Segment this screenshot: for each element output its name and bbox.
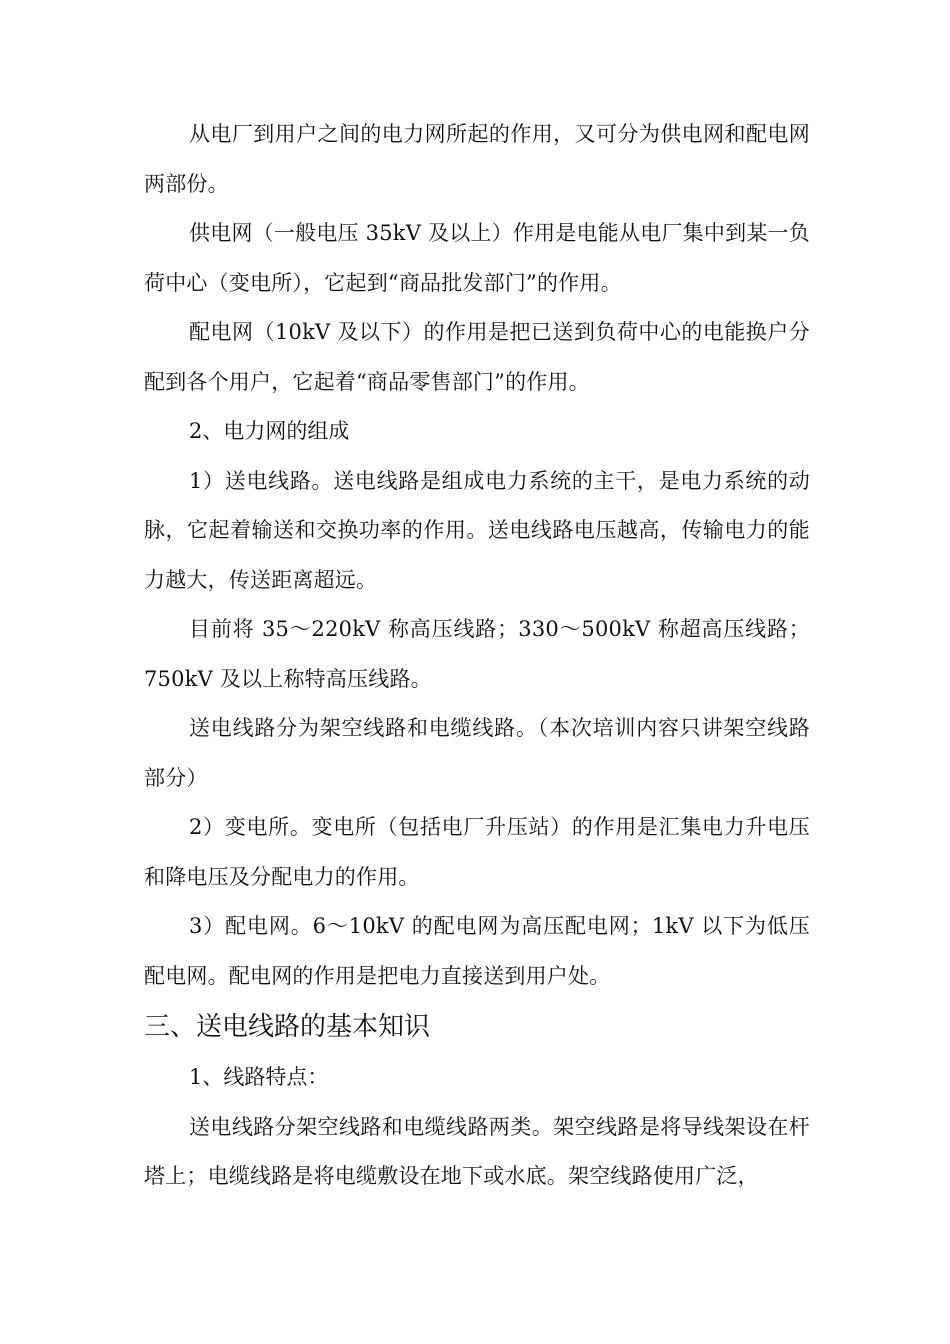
paragraph: 从电厂到用户之间的电力网所起的作用，又可分为供电网和配电网两部份。 [144,122,810,196]
paragraph: 送电线路分为架空线路和电缆线路。（本次培训内容只讲架空线路部分） [144,716,810,790]
paragraph: 2）变电所。变电所（包括电厂升压站）的作用是汇集电力升电压和降电压及分配电力的作用。 [144,815,810,889]
paragraph: 送电线路分架空线路和电缆线路两类。架空线路是将导线架设在杆塔上；电缆线路是将电缆敷设在地下或水底。架空线路使用广泛， [144,1114,810,1188]
chapter-heading: 三、送电线路的基本知识 [144,1012,431,1042]
document-body [144,110,810,1202]
paragraph: 配电网（10kV 及以下）的作用是把已送到负荷中心的电能换户分配到各个用户，它起着“商品零售部门”的作用。 [144,320,810,394]
section-heading: 2、电力网的组成 [189,419,350,443]
paragraph: 1）送电线路。送电线路是组成电力系统的主干，是电力系统的动脉，它起着输送和交换功率的作用。送电线路电压越高，传输电力的能力越大，传送距离超远。 [144,468,810,592]
section-heading: 1、线路特点： [189,1065,329,1089]
paragraph: 供电网（一般电压 35kV 及以上）作用是电能从电厂集中到某一负荷中心（变电所），它起到“商品批发部门”的作用。 [144,221,810,295]
paragraph: 目前将 35～220kV 称高压线路；330～500kV 称超高压线路；750kV 及以上称特高压线路。 [144,617,810,691]
paragraph: 3）配电网。6～10kV 的配电网为高压配电网；1kV 以下为低压配电网。配电网的作用是把电力直接送到用户处。 [144,914,810,988]
